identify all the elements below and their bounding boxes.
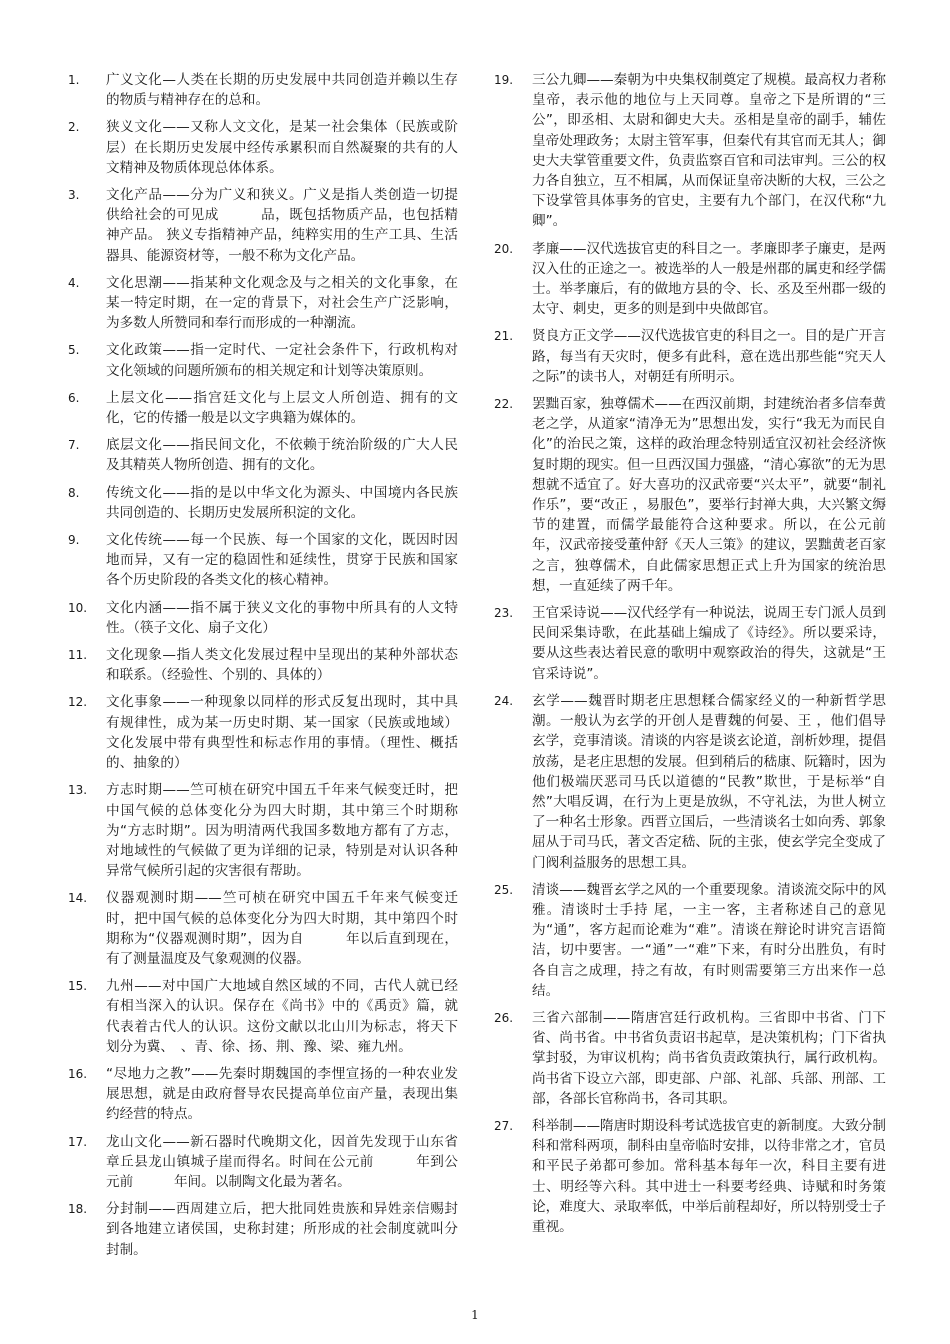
entry-number: 24. [494,693,514,708]
entry-number: 6. [68,390,80,405]
entry-number: 25. [494,882,514,897]
entry-text: 狭义文化——又称人文文化，是某一社会集体（民族或阶层）在长期历史发展中经传承累积而自然凝聚的共有的人文精神及物质体现总体体系。 [106,119,458,176]
entry-number: 14. [68,891,88,906]
entry-number: 20. [494,241,514,256]
left-column [68,70,458,1267]
glossary-entry [68,598,458,638]
entry-text: 文化现象—指人类文化发展过程中呈现出的某种外部状态和联系。（经验性、个别的、具体的） [106,647,458,684]
entry-text: 罢黜百家，独尊儒术——在西汉前期，封建统治者多信奉黄老之学，从道家“清净无为”思想出发，实行“我无为而民自化”的治民之策，这样的政治理念特别适宜汉初社会经济恢复时期的现实。但一旦西汉国力强盛，“清心寡欲”的无为思想就不适宜了。好大喜功的汉武帝要“兴太平”，就要“制礼作乐”，要“改正 ，易服色”，要举行封禅大典，大兴繁文缛节的建置，而儒学最能符合这种要求。所以，在公元前 年，汉武帝接受董仲舒《天人三策》的建议，罢黜黄老百家之言，独尊儒术，自此儒家思想正式上升为国家的统治思想，一直延续了两千年。 [532,396,927,594]
glossary-entry [68,976,458,1057]
entry-text: 科举制——隋唐时期设科考试选拔官吏的新制度。大致分制科和常科两项，制科由皇帝临时安排，以待非常之才，官员和平民子弟都可参加。常科基本每年一次，科目主要有进士、明经等六科。其中进士一科要考经典、诗赋和时务策论，难度大、录取率低，中举后前程却好，所以特别受士子重视。 [532,1117,886,1235]
entry-text: 九州——对中国广大地域自然区域的不同，古代人就已经有相当深入的认识。保存在《尚书》中的《禹贡》篇，就代表着古代人的认识。这份文献以北山川为标志，将天下划分为冀、 、青、徐、扬、荆、豫、梁、雍九州。 [106,978,458,1055]
entry-text: 文化传统——每一个民族、每一个国家的文化，既因时因地而异，又有一定的稳固性和延续性，贯穿于民族和国家各个历史阶段的各类文化的核心精神。 [106,532,458,589]
glossary-entry [494,691,886,873]
glossary-entry [68,530,458,591]
entry-text: 贤良方正文学——汉代选拔官吏的科目之一。目的是广开言路，每当有天灾时，便多有此科，意在选出那些能“究天人之际”的读书人，对朝廷有所明示。 [532,328,886,385]
entry-number: 2. [68,120,80,135]
glossary-entry [494,239,886,320]
glossary-entry [68,70,458,110]
glossary-entry [68,645,458,685]
entry-number: 5. [68,343,80,358]
entry-number: 7. [68,438,80,453]
entry-number: 1. [68,73,80,87]
entry-number: 19. [494,73,514,87]
entry-text: 广义文化—人类在长期的历史发展中共同创造并赖以生存的物质与精神存在的总和。 [106,72,458,109]
entry-text: 底层文化——指民间文化，不依赖于统治阶级的广大人民及其精英人物所创造、拥有的文化。 [106,437,458,474]
entry-text: 龙山文化——新石器时代晚期文化，因首先发现于山东省章丘县龙山镇城子崖而得名。时间在公元前 年到公元前 年间。以制陶文化最为著名。 [106,1133,458,1190]
glossary-entry [68,340,458,380]
glossary-entry [494,70,886,232]
glossary-entry [494,880,886,1001]
entry-number: 9. [68,533,80,548]
right-column [494,70,927,1244]
entry-number: 15. [68,979,88,994]
entry-number: 21. [494,329,514,344]
entry-number: 23. [494,606,514,621]
entry-text: 分封制——西周建立后，把大批同姓贵族和异姓亲信赐封到各地建立诸侯国，史称封建；所形成的社会制度就叫分封制。 [106,1201,458,1258]
glossary-entry [494,603,886,684]
entry-text: 玄学——魏晋时期老庄思想糅合儒家经义的一种新哲学思潮。一般认为玄学的开创人是曹魏的何晏、王 ，他们倡导玄学，竞事清谈。清谈的内容是谈玄论道，剖析妙理，提倡放荡，是老庄思想的发展。但到稍后的嵇康、阮籍时，因为他们极端厌恶司马氏以道德的“民教”欺世，于是标举“自然”大唱反调，在行为上更是放纵，不守礼法，为世人树立了一种名士形象。西晋立国后，一些清谈名士如向秀、郭象屈从于司马氏，著文否定嵇、阮的主张，使玄学完全变成了门阀利益服务的思想工具。 [532,692,886,871]
entry-text: 文化政策——指一定时代、一定社会条件下，行政机构对文化领域的问题所颁布的相关规定和计划等决策原则。 [106,342,458,379]
entry-text: 文化思潮——指某种文化观念及与之相关的文化事象，在某一特定时期，在一定的背景下，对社会生产广泛影响，为多数人所赞同和奉行而形成的一种潮流。 [106,274,458,332]
glossary-entry [68,1132,458,1193]
glossary-entry [68,692,458,773]
entry-text: 三省六部制——隋唐宫廷行政机构。三省即中书省、门下省、尚书省。中书省负责诏书起草，是决策机构；门下省执掌封驳，为审议机构；尚书省负责政策执行，属行政机构。尚书省下设立六部，即吏部、户部、礼部、兵部、刑部、工部，各部长官称尚书，各司其职。 [532,1009,886,1107]
glossary-entry [68,888,458,969]
entry-number: 13. [68,783,88,798]
entry-number: 11. [68,648,88,663]
glossary-entry [494,326,886,387]
entry-text: 仪器观测时期——竺可桢在研究中国五千年来气候变迁时，把中国气候的总体变化分为四大时期，其中第四个时期称为“仪器观测时期”，因为自 年以后直到现在，有了测量温度及气象观测的仪器。 [106,890,458,967]
entry-number: 26. [494,1010,514,1025]
entry-number: 22. [494,397,514,412]
glossary-entry [68,435,458,475]
glossary-entry [68,388,458,428]
glossary-entry [68,273,458,334]
entry-text: 传统文化——指的是以中华文化为源头、中国境内各民族共同创造的、长期历史发展所积淀的文化。 [106,484,458,521]
entry-number: 18. [68,1202,88,1217]
glossary-entry [494,1116,886,1237]
entry-number: 10. [68,600,88,615]
entry-number: 4. [68,275,80,290]
entry-number: 16. [68,1066,88,1081]
page-number: 1 [471,1308,479,1322]
entry-text: 清谈——魏晋玄学之风的一个重要现象。清谈流交际中的风雅。清谈时士手持 尾，一主一客，主者称述自己的意见为“通”，客方起而论难为“难”。清谈在辩论时讲究言语简洁，切中要害。一“通”一“难”下来，有时分出胜负，有时各自言之成理，持之有故，有时则需要第三方出来作一总结。 [532,881,886,999]
entry-text: 文化内涵——指不属于狭义文化的事物中所具有的人文特性。（筷子文化、扇子文化） [106,599,458,636]
entry-text: 文化产品——分为广义和狭义。广义是指人类创造一切提供给社会的可见成 品，既包括物质产品，也包括精神产品。 狭义专指精神产品，纯粹实用的生产工具、生活器具、能源资材等，一般不称为文化产品。 [106,187,458,264]
entry-text: 方志时期——竺可桢在研究中国五千年来气候变迁时，把中国气候的总体变化分为四大时期，其中第三个时期称为“方志时期”。因为明清两代我国多数地方都有了方志，对地域性的气候做了更为详细的记录，特别是对认识各种异常气候所引起的灾害很有帮助。 [106,782,458,880]
entry-text: 王官采诗说——汉代经学有一种说法，说周王专门派人员到民间采集诗歌，在此基础上编成了《诗经》。所以要采诗，要从这些表达着民意的歌明中观察政治的得失，这就是“王官采诗说”。 [532,605,886,682]
glossary-entry [68,117,458,178]
entry-text: 文化事象——一种现象以同样的形式反复出现时，其中具有规律性，成为某一历史时期、某一国家（民族或地域）文化发展中带有典型性和标志作用的事情。（理性、概括的、抽象的） [106,694,458,772]
entry-number: 8. [68,485,80,500]
glossary-entry [494,394,927,596]
entry-number: 12. [68,695,88,710]
glossary-entry [68,483,458,523]
entry-number: 17. [68,1134,88,1149]
entry-number: 3. [68,188,80,203]
entry-text: 三公九卿——秦朝为中央集权制奠定了规模。最高权力者称皇帝，表示他的地位与上天同尊。皇帝之下是所谓的“三公”，即丞相、太尉和御史大夫。丞相是皇帝的副手，辅佐皇帝处理政务；太尉主管军事，但秦代有其官而无其人；御史大夫掌管重要文件，负责监察百官和司法审判。三公的权力各自独立，互不相属，从而保证皇帝决断的大权，三公之下设掌管具体事务的官史，主要有九个部门，在汉代称“九卿”。 [532,72,886,230]
glossary-entry [68,1064,458,1125]
entry-text: 孝廉——汉代选拔官吏的科目之一。孝廉即孝子廉吏，是两汉入仕的正途之一。被选举的人一般是州郡的属吏和经学儒士。举孝廉后，有的做地方县的令、长、丞及至州郡一级的太守、刺史，更多的则是到中央做郎官。 [532,240,886,318]
glossary-entry [68,185,458,266]
entry-text: “尽地力之教”——先秦时期魏国的李悝宣扬的一种农业发展思想，就是由政府督导农民提高单位亩产量，表现出集约经营的特点。 [106,1065,458,1123]
glossary-entry [494,1008,886,1109]
entry-number: 27. [494,1118,514,1133]
glossary-entry [68,780,458,881]
entry-text: 上层文化——指宫廷文化与上层文人所创造、拥有的文化，它的传播一般是以文字典籍为媒体的。 [106,389,458,427]
glossary-entry [68,1199,458,1260]
